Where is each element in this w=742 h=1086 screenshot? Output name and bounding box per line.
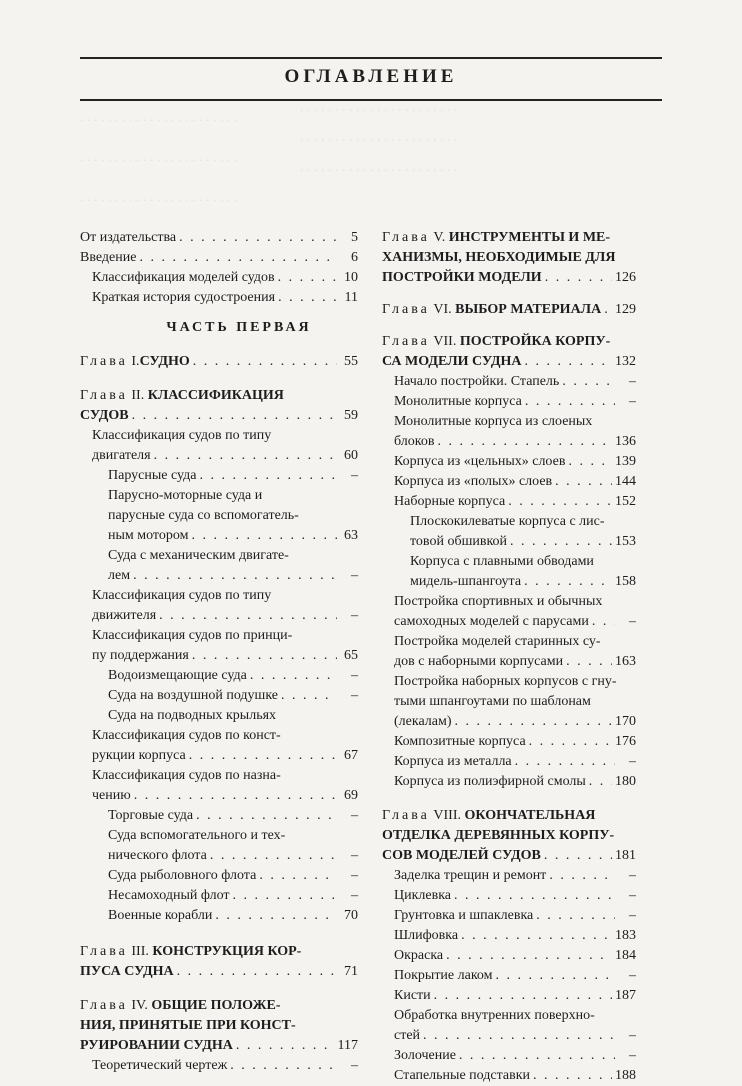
chapter-entry[interactable]: Глава I.СУДНО . . . 55 [80, 352, 358, 372]
toc-entry[interactable]: Постройка моделей старинных су- дов с наборными корпусами . . . 163 [382, 632, 636, 672]
toc-entry[interactable]: Суда на воздушной подушке . . . – [80, 686, 358, 706]
title-rule [80, 99, 662, 101]
show-through-text: . . . . . . . . . . . . . . . . . . . . . . . [300, 130, 458, 145]
toc-entry[interactable]: Военные корабли . . . 70 [80, 906, 358, 926]
toc-entry[interactable]: Кисти . . . 187 [382, 986, 636, 1006]
toc-entry[interactable]: Монолитные корпуса . . . – [382, 392, 636, 412]
toc-entry[interactable]: Введение . . . 6 [80, 248, 358, 268]
show-through-text: . . . . . . . . . . . . . . . . . . . . . . . [80, 150, 238, 165]
toc-entry[interactable]: Корпуса из «цельных» слоев . . . 139 [382, 452, 636, 472]
toc-entry[interactable]: Шлифовка . . . 183 [382, 926, 636, 946]
toc-entry[interactable]: Торговые суда . . . – [80, 806, 358, 826]
toc-entry[interactable]: Несамоходный флот . . . – [80, 886, 358, 906]
toc-right-column [382, 228, 636, 1086]
chapter-entry[interactable]: Глава VI. ВЫБОР МАТЕРИАЛА . . . 129 [382, 300, 636, 320]
show-through-text: . . . . . . . . . . . . . . . . . . . . . . . [80, 190, 238, 205]
show-through-text: . . . . . . . . . . . . . . . . . . . . . . . [80, 110, 238, 125]
toc-entry[interactable]: Обработка внутренних поверхно- стей . . . – [382, 1006, 636, 1046]
toc-entry[interactable]: Стапельные подставки . . . 188 [382, 1066, 636, 1086]
show-through-text: . . . . . . . . . . . . . . . . . . . . . . . [300, 160, 458, 175]
toc-entry[interactable]: Суда с механическим двигате- лем . . . – [80, 546, 358, 586]
toc-entry[interactable]: Заделка трещин и ремонт . . . – [382, 866, 636, 886]
toc-entry[interactable]: Начало постройки. Стапель . . . – [382, 372, 636, 392]
toc-entry[interactable]: Окраска . . . 184 [382, 946, 636, 966]
toc-entry[interactable]: Краткая история судостроения . . . 11 [80, 288, 358, 308]
toc-entry[interactable]: Суда вспомогательного и тех- нического флота . . . – [80, 826, 358, 866]
toc-entry[interactable]: Постройка спортивных и обычных самоходных моделей с парусами . . . – [382, 592, 636, 632]
toc-entry[interactable]: Парусные суда . . . – [80, 466, 358, 486]
part-heading: ЧАСТЬ ПЕРВАЯ [166, 320, 312, 335]
toc-entry[interactable]: Постройка наборных корпусов с гну- тыми шпангоутами по шаблонам (лекалам) . . . 170 [382, 672, 636, 732]
toc-entry[interactable]: Покрытие лаком . . . – [382, 966, 636, 986]
toc-entry[interactable]: Классификация судов по типу двигателя . . . 60 [80, 426, 358, 466]
toc-left-column [80, 228, 358, 1076]
toc-entry[interactable]: Плоскокилеватые корпуса с лис- товой обшивкой . . . 153 [382, 512, 636, 552]
chapter-entry[interactable]: Глава VIII. ОКОНЧАТЕЛЬНАЯ ОТДЕЛКА ДЕРЕВЯННЫХ КОРПУ- СОВ МОДЕЛЕЙ СУДОВ . . . 181 [382, 806, 636, 866]
toc-entry[interactable]: Классификация судов по принци- пу поддержания . . . 65 [80, 626, 358, 666]
chapter-entry[interactable]: Глава V. ИНСТРУМЕНТЫ И МЕ- ХАНИЗМЫ, НЕОБХОДИМЫЕ ДЛЯ ПОСТРОЙКИ МОДЕЛИ . . . 126 [382, 228, 636, 288]
toc-entry[interactable]: Корпуса из полиэфирной смолы . . . 180 [382, 772, 636, 792]
toc-entry[interactable]: Наборные корпуса . . . 152 [382, 492, 636, 512]
toc-entry[interactable]: Парусно-моторные суда и парусные суда со вспомогатель- ным мотором . . . 63 [80, 486, 358, 546]
chapter-entry[interactable]: Глава III. КОНСТРУКЦИЯ КОР- ПУСА СУДНА . . . 71 [80, 942, 358, 982]
chapter-entry[interactable]: Глава VII. ПОСТРОЙКА КОРПУ- СА МОДЕЛИ СУДНА . . . 132 [382, 332, 636, 372]
toc-entry[interactable]: Водоизмещающие суда . . . – [80, 666, 358, 686]
page-title: ОГЛАВЛЕНИЕ [284, 66, 458, 87]
show-through-text: . . . . . . . . . . . . . . . . . . . . . . . [300, 100, 458, 115]
toc-entry[interactable]: От издательства . . . 5 [80, 228, 358, 248]
chapter-entry[interactable]: Глава IV. ОБЩИЕ ПОЛОЖЕ- НИЯ, ПРИНЯТЫЕ ПРИ КОНСТ- РУИРОВАНИИ СУДНА . . . 117 [80, 996, 358, 1056]
toc-entry[interactable]: Корпуса из «полых» слоев . . . 144 [382, 472, 636, 492]
toc-entry[interactable]: Суда на подводных крыльях [108, 708, 277, 723]
toc-entry[interactable]: Классификация судов по конст- рукции корпуса . . . 67 [80, 726, 358, 766]
toc-entry[interactable]: Классификация судов по типу движителя . . . – [80, 586, 358, 626]
toc-entry[interactable]: Корпуса из металла . . . – [382, 752, 636, 772]
toc-entry[interactable]: Теоретический чертеж . . . – [80, 1056, 358, 1076]
toc-entry[interactable]: Суда рыболовного флота . . . – [80, 866, 358, 886]
toc-entry[interactable]: Классификация моделей судов . . . 10 [80, 268, 358, 288]
toc-entry[interactable]: Корпуса с плавными обводами мидель-шпангоута . . . 158 [382, 552, 636, 592]
chapter-entry[interactable]: Глава II. КЛАССИФИКАЦИЯ СУДОВ . . . 59 [80, 386, 358, 426]
toc-entry[interactable]: Грунтовка и шпаклевка . . . – [382, 906, 636, 926]
toc-entry[interactable]: Монолитные корпуса из слоеных блоков . . . 136 [382, 412, 636, 452]
toc-entry[interactable]: Циклевка . . . – [382, 886, 636, 906]
top-rule [80, 57, 662, 59]
toc-entry[interactable]: Золочение . . . – [382, 1046, 636, 1066]
toc-entry[interactable]: Классификация судов по назна- чению . . . 69 [80, 766, 358, 806]
toc-entry[interactable]: Композитные корпуса . . . 176 [382, 732, 636, 752]
